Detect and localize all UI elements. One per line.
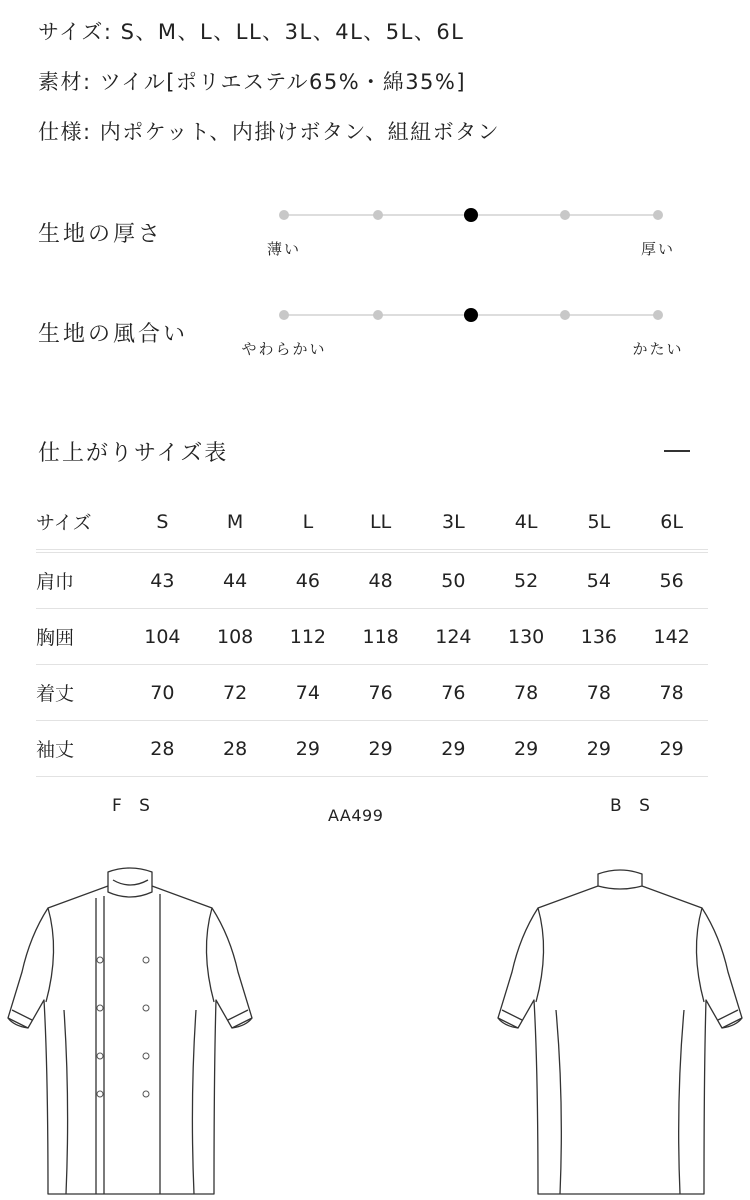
front-view-label: F S bbox=[112, 796, 156, 816]
size-table bbox=[36, 494, 708, 777]
table-header-cell: L bbox=[272, 494, 345, 551]
table-cell: 56 bbox=[635, 551, 708, 609]
collapse-icon[interactable] bbox=[664, 450, 690, 452]
table-cell: 29 bbox=[272, 721, 345, 777]
table-cell: 72 bbox=[199, 665, 272, 721]
product-code: AA499 bbox=[328, 806, 384, 825]
front-view-illustration bbox=[0, 850, 260, 1195]
back-view-label: B S bbox=[610, 796, 656, 816]
spec-features bbox=[38, 116, 500, 146]
row-label: 袖丈 bbox=[36, 721, 126, 777]
texture-max-label: かたい bbox=[632, 340, 684, 358]
table-cell: 46 bbox=[272, 551, 345, 609]
table-cell: 29 bbox=[344, 721, 417, 777]
table-cell: 44 bbox=[199, 551, 272, 609]
table-row bbox=[36, 609, 708, 665]
scale-dot bbox=[279, 210, 289, 220]
table-header-cell: LL bbox=[344, 494, 417, 551]
table-header-cell: サイズ bbox=[36, 494, 126, 551]
thickness-max-label: 厚い bbox=[640, 240, 676, 258]
scale-dot bbox=[653, 210, 663, 220]
table-cell: 70 bbox=[126, 665, 199, 721]
table-cell: 78 bbox=[563, 665, 636, 721]
scale-dot bbox=[560, 310, 570, 320]
scale-dot bbox=[373, 210, 383, 220]
scale-dot bbox=[560, 210, 570, 220]
scale-dot bbox=[653, 310, 663, 320]
table-row bbox=[36, 665, 708, 721]
table-header-cell: S bbox=[126, 494, 199, 551]
row-label: 着丈 bbox=[36, 665, 126, 721]
table-cell: 104 bbox=[126, 609, 199, 665]
table-header-cell: 5L bbox=[563, 494, 636, 551]
table-cell: 29 bbox=[417, 721, 490, 777]
table-cell: 78 bbox=[635, 665, 708, 721]
table-header-cell: 4L bbox=[490, 494, 563, 551]
spec-size bbox=[38, 16, 464, 46]
table-header-cell: M bbox=[199, 494, 272, 551]
table-cell: 130 bbox=[490, 609, 563, 665]
spec-size-value: S、M、L、LL、3L、4L、5L、6L bbox=[120, 20, 465, 44]
table-cell: 50 bbox=[417, 551, 490, 609]
spec-material bbox=[38, 66, 466, 96]
table-cell: 52 bbox=[490, 551, 563, 609]
table-cell: 118 bbox=[344, 609, 417, 665]
table-cell: 29 bbox=[490, 721, 563, 777]
table-cell: 76 bbox=[417, 665, 490, 721]
table-cell: 28 bbox=[126, 721, 199, 777]
scale-dot bbox=[464, 308, 478, 322]
row-label: 肩巾 bbox=[36, 551, 126, 609]
table-cell: 76 bbox=[344, 665, 417, 721]
table-row bbox=[36, 721, 708, 777]
spec-size-label: サイズ: bbox=[38, 20, 113, 44]
row-label: 胸囲 bbox=[36, 609, 126, 665]
spec-features-label: 仕様: bbox=[38, 120, 92, 144]
table-cell: 54 bbox=[563, 551, 636, 609]
table-cell: 43 bbox=[126, 551, 199, 609]
table-cell: 29 bbox=[563, 721, 636, 777]
scale-dot bbox=[464, 208, 478, 222]
table-cell: 48 bbox=[344, 551, 417, 609]
table-cell: 74 bbox=[272, 665, 345, 721]
scale-dot bbox=[373, 310, 383, 320]
size-table-title: 仕上がりサイズ表 bbox=[38, 441, 229, 466]
texture-title: 生地の風合い bbox=[38, 322, 189, 347]
table-cell: 29 bbox=[635, 721, 708, 777]
back-view-illustration bbox=[490, 850, 750, 1195]
thickness-title: 生地の厚さ bbox=[38, 222, 164, 247]
scale-dot bbox=[279, 310, 289, 320]
table-header-cell: 3L bbox=[417, 494, 490, 551]
table-row bbox=[36, 551, 708, 609]
table-cell: 124 bbox=[417, 609, 490, 665]
table-header-row bbox=[36, 494, 708, 551]
spec-features-value: 内ポケット、内掛けボタン、組紐ボタン bbox=[99, 120, 501, 144]
table-cell: 136 bbox=[563, 609, 636, 665]
table-header-cell: 6L bbox=[635, 494, 708, 551]
table-cell: 78 bbox=[490, 665, 563, 721]
table-cell: 142 bbox=[635, 609, 708, 665]
thickness-min-label: 薄い bbox=[266, 240, 302, 258]
spec-material-value: ツイル[ポリエステル65%・綿35%] bbox=[99, 70, 467, 94]
spec-material-label: 素材: bbox=[38, 70, 92, 94]
texture-min-label: やわらかい bbox=[241, 340, 327, 358]
table-cell: 112 bbox=[272, 609, 345, 665]
table-cell: 108 bbox=[199, 609, 272, 665]
table-cell: 28 bbox=[199, 721, 272, 777]
